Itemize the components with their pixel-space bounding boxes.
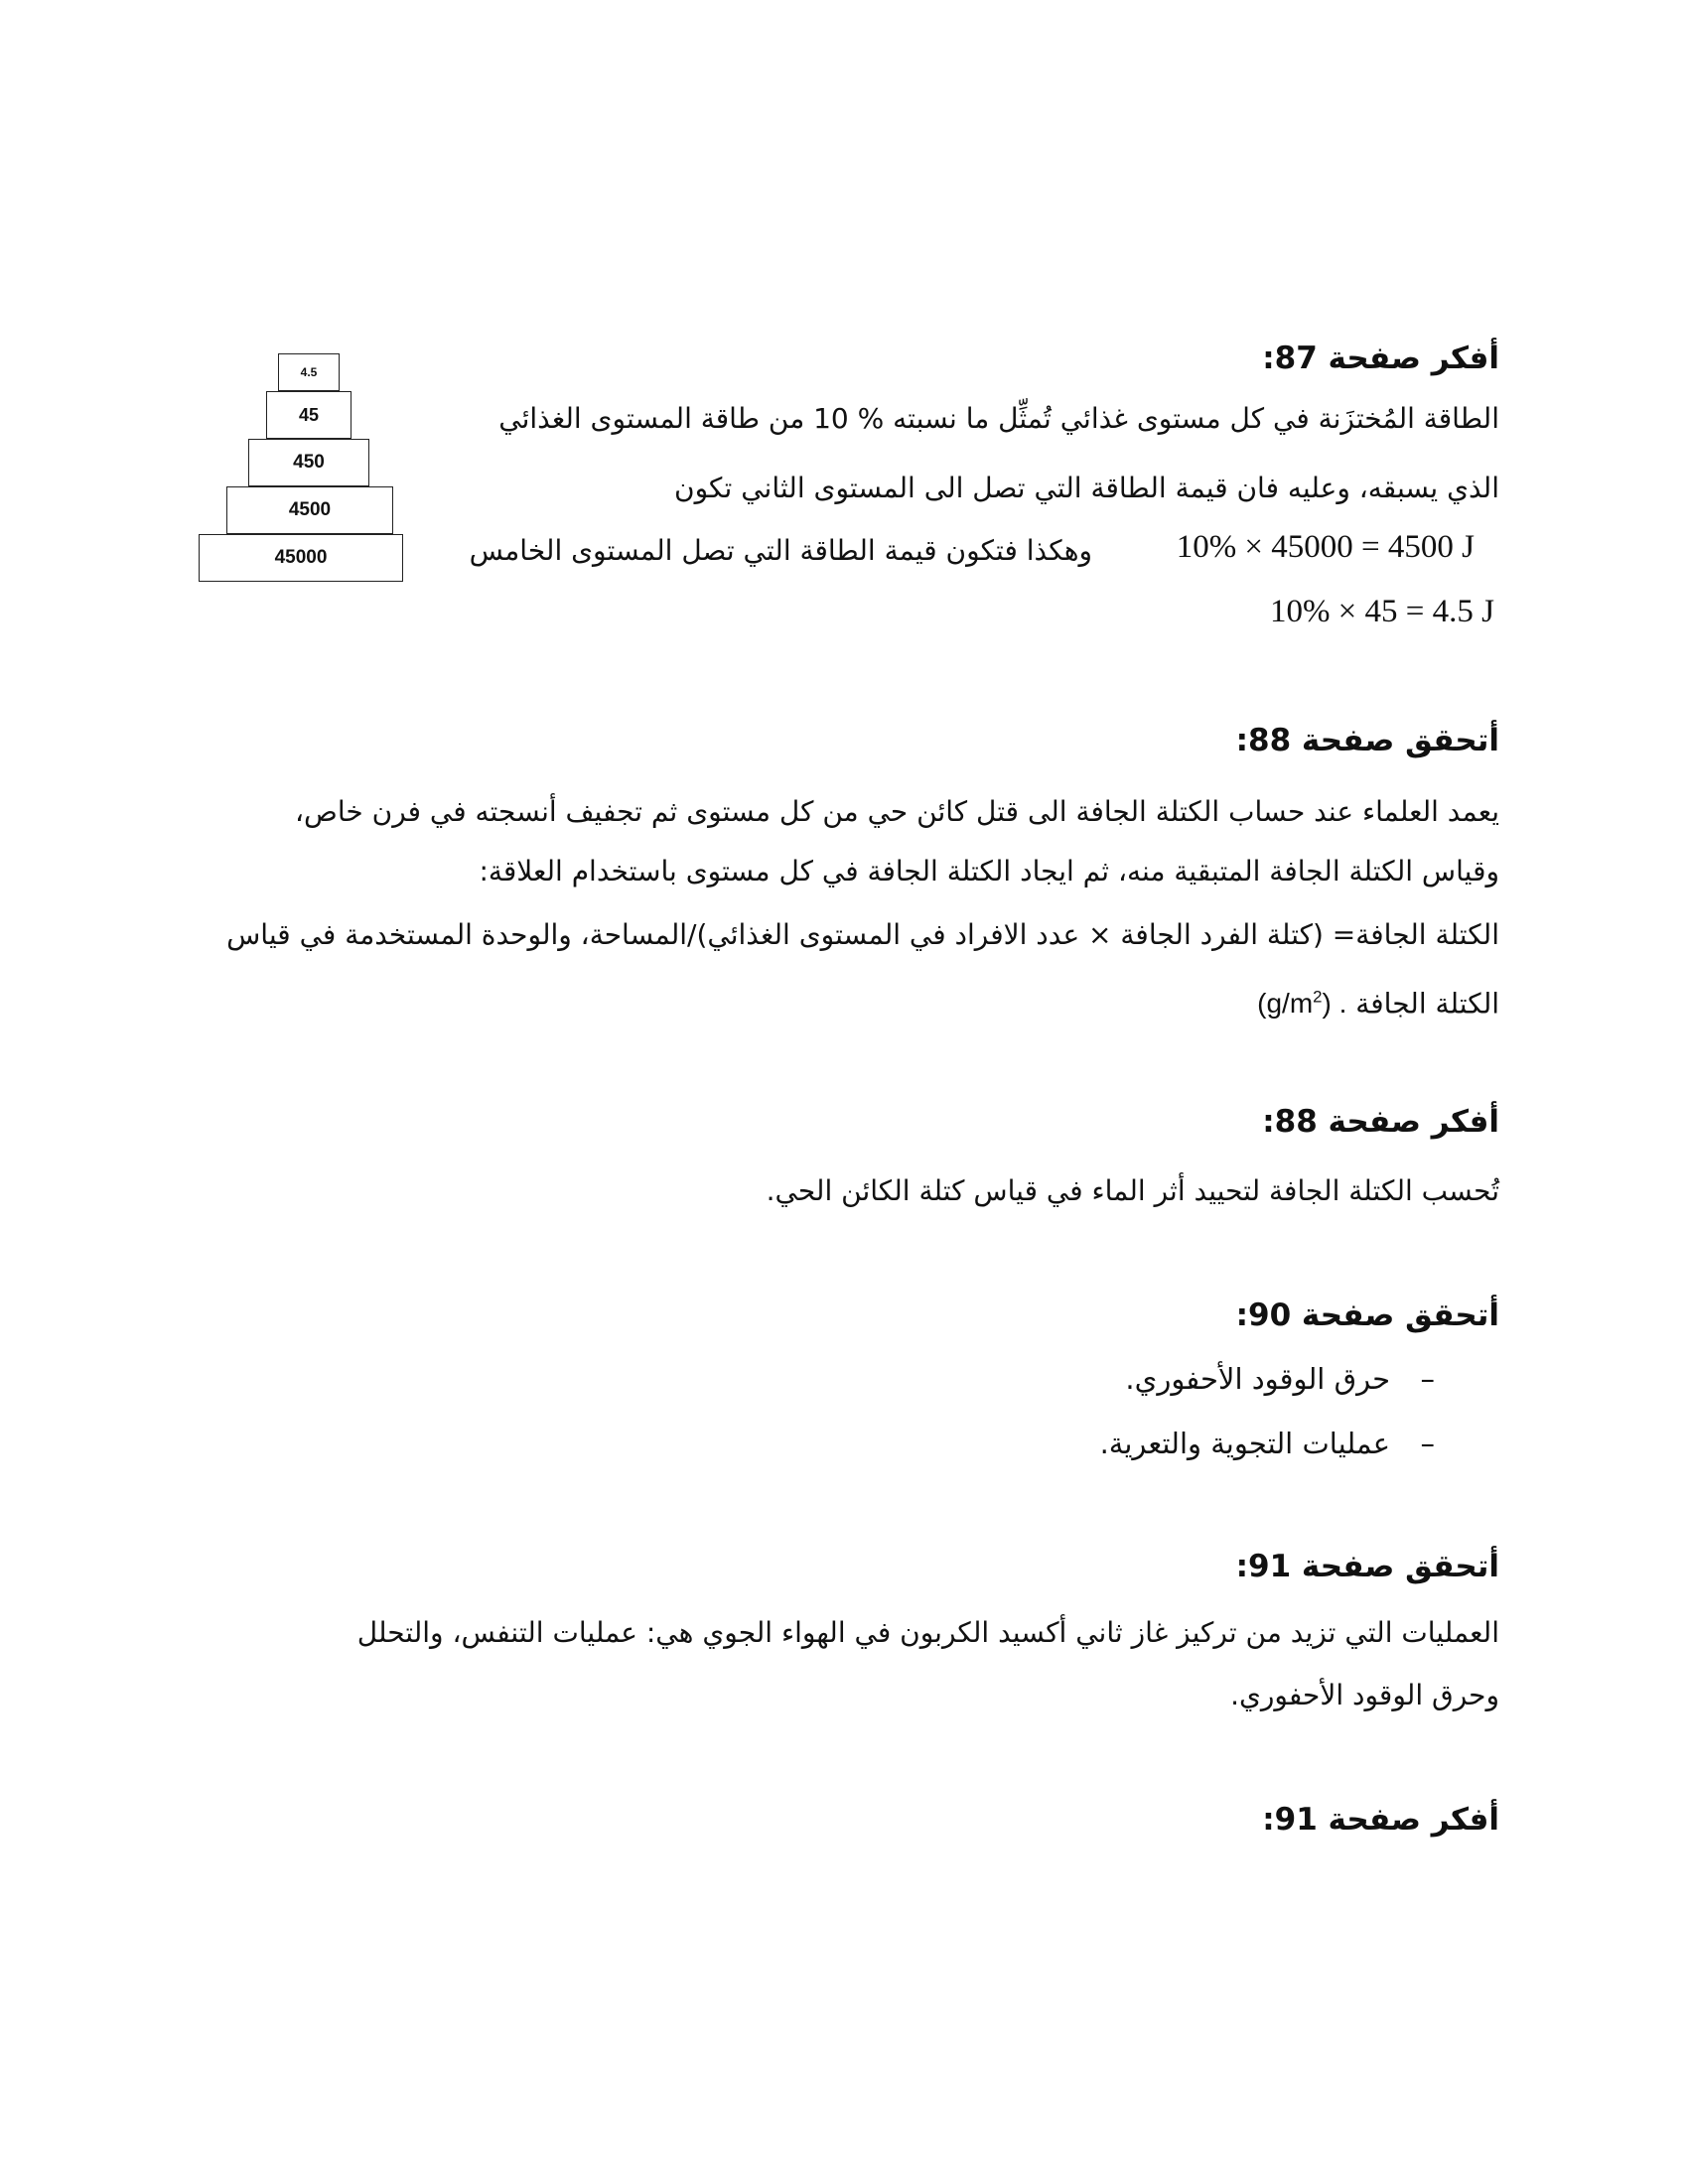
section1-line2: الذي يسبقه، وعليه فان قيمة الطاقة التي تصل الى المستوى الثاني تكون [674, 472, 1499, 504]
section4-heading: أتحقق صفحة 90: [1235, 1297, 1499, 1333]
pyramid-level-4: 45 [266, 391, 352, 439]
section2-heading: أتحقق صفحة 88: [1235, 723, 1499, 758]
bullet-dash: – [1420, 1427, 1435, 1460]
section1-line3-math: 10% × 45000 = 4500 J [1176, 529, 1475, 565]
pyramid-level-2: 4500 [226, 486, 393, 534]
section1-line3-text: وهكذا فتكون قيمة الطاقة التي تصل المستوى الخامس [469, 534, 1092, 567]
pyramid-level-3: 450 [248, 439, 369, 486]
section5-line2: وحرق الوقود الأحفوري. [1230, 1679, 1499, 1711]
section1-line1: الطاقة المُختزَنة في كل مستوى غذائي تُمثِّل ما نسبته % 10 من طاقة المستوى الغذائي [498, 402, 1499, 435]
bullet-dash: – [1420, 1362, 1435, 1396]
section2-line4-text: الكتلة الجافة [1355, 987, 1499, 1021]
section3-line1: تُحسب الكتلة الجافة لتحييد أثر الماء في قياس كتلة الكائن الحي. [766, 1174, 1499, 1207]
section1-line4-math: 10% × 45 = 4.5 J [1269, 594, 1494, 629]
section5-heading: أتحقق صفحة 91: [1235, 1549, 1499, 1584]
section1-heading: أفكر صفحة 87: [1262, 341, 1499, 376]
list-item: عمليات التجوية والتعرية. [1099, 1427, 1390, 1460]
section6-heading: أفكر صفحة 91: [1262, 1802, 1499, 1838]
section2-line2: وقياس الكتلة الجافة المتبقية منه، ثم ايجاد الكتلة الجافة في كل مستوى باستخدام العلاقة: [479, 855, 1499, 887]
section2-line3: الكتلة الجافة= (كتلة الفرد الجافة × عدد الافراد في المستوى الغذائي)/المساحة، والوحدة المستخدمة في قياس [226, 918, 1499, 951]
section3-heading: أفكر صفحة 88: [1262, 1104, 1499, 1140]
pyramid-level-5: 4.5 [278, 353, 340, 391]
section2-unit: $(g/m^2)$ . [1257, 988, 1347, 1020]
section5-line1: العمليات التي تزيد من تركيز غاز ثاني أكسيد الكربون في الهواء الجوي هي: عمليات التنفس، والتحلل [356, 1616, 1499, 1649]
section2-line4 [1257, 978, 1499, 1024]
section2-line1: يعمد العلماء عند حساب الكتلة الجافة الى قتل كائن حي من كل مستوى ثم تجفيف أنسجته في فرن خاص، [295, 795, 1499, 828]
list-item: حرق الوقود الأحفوري. [1125, 1362, 1390, 1396]
pyramid-level-1: 45000 [199, 534, 403, 582]
